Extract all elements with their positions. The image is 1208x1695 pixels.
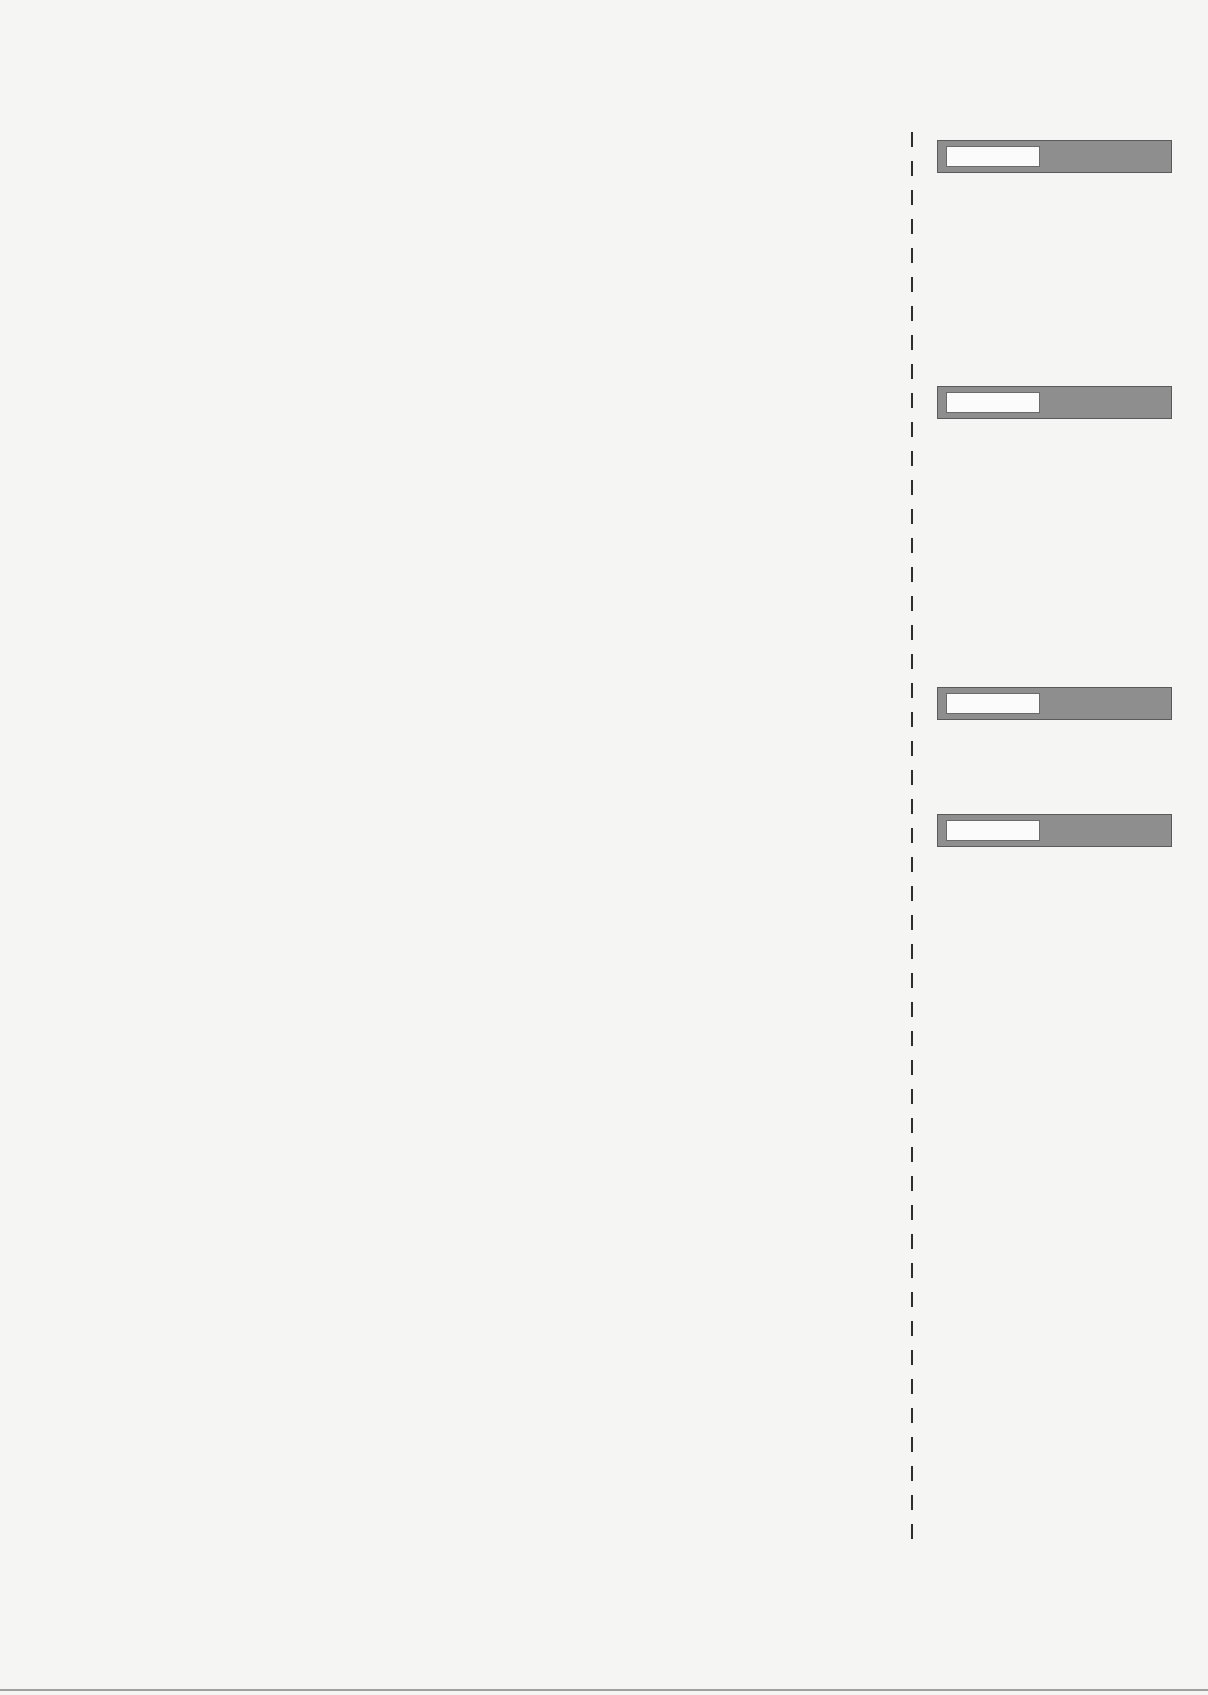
answer-field (946, 146, 1040, 167)
answer-box-18 (937, 687, 1172, 720)
answer-field (946, 693, 1040, 714)
answer-field (946, 392, 1040, 413)
dashed-cut-line (911, 132, 913, 1552)
answer-field (946, 820, 1040, 841)
answer-box-16 (937, 140, 1172, 173)
answer-box-19 (937, 814, 1172, 847)
answer-box-17 (937, 386, 1172, 419)
scan-edge (0, 1689, 1208, 1691)
